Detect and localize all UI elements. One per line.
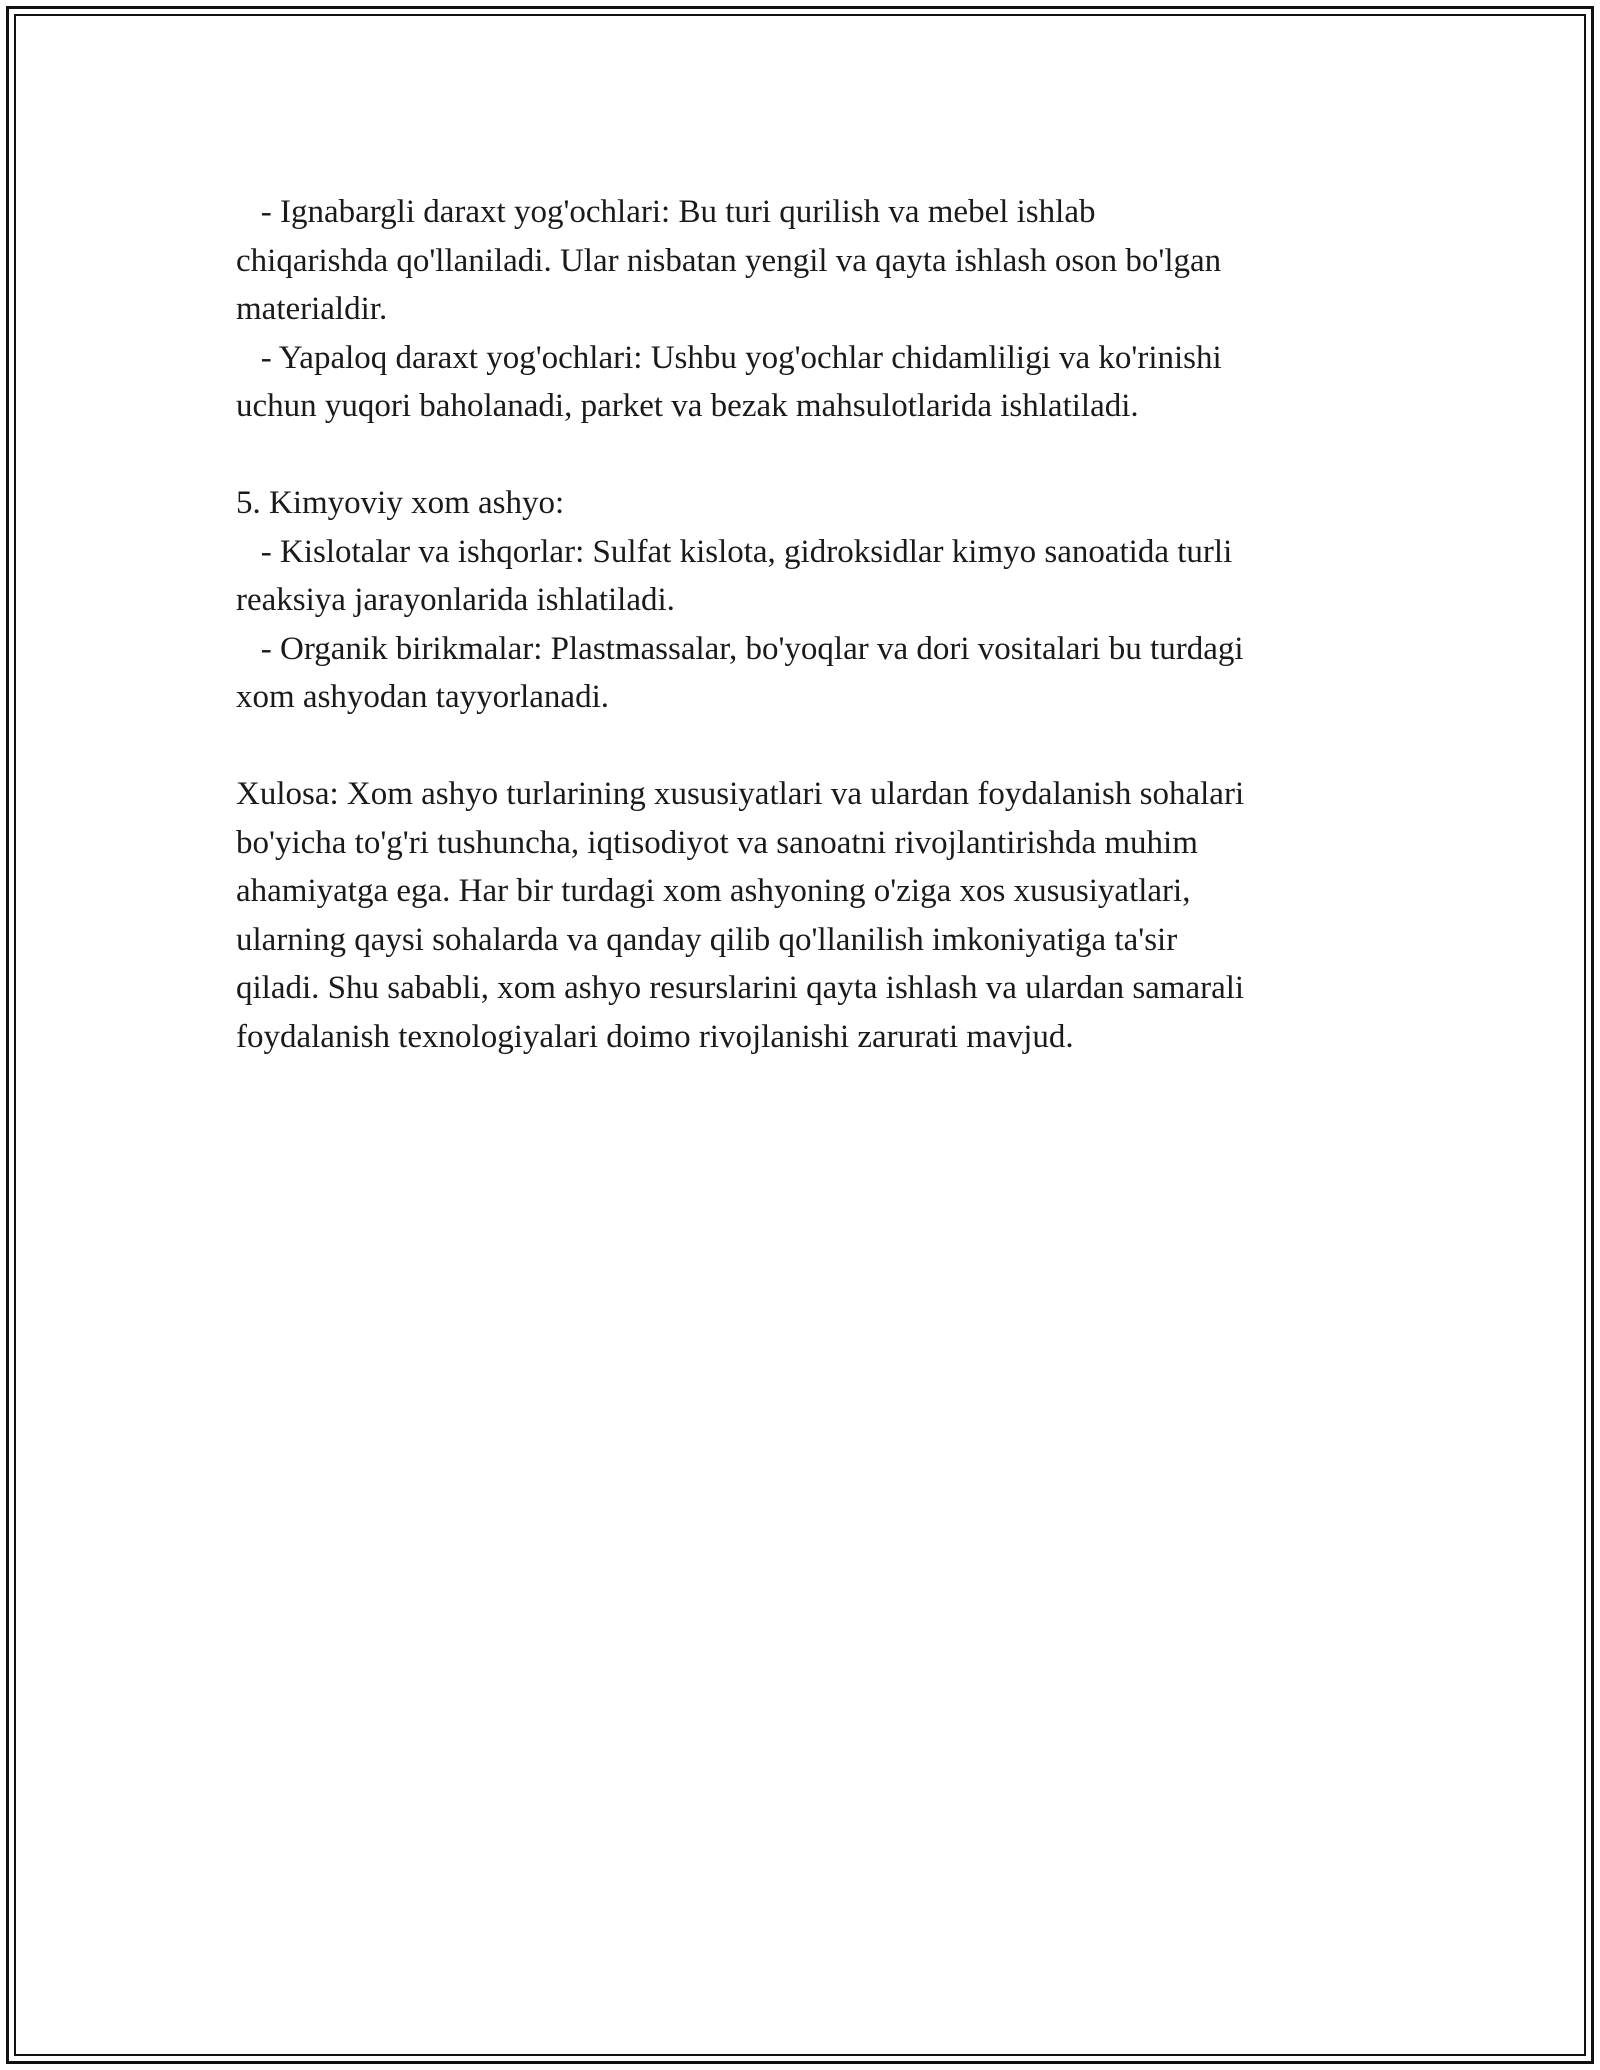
text-line: ahamiyatga ega. Har bir turdagi xom ashyoning o'ziga xos xususiyatlari, [236, 873, 1191, 909]
text-line: foydalanish texnologiyalari doimo rivojlanishi zarurati mavjud. [236, 1018, 1074, 1055]
document-body [236, 188, 1366, 1061]
section-heading: 5. Kimyoviy xom ashyo: [236, 485, 565, 521]
text-line: uchun yuqori baholanadi, parket va bezak mahsulotlarida ishlatiladi. [236, 388, 1139, 424]
paragraph-yapaloq [236, 334, 1366, 431]
text-line: Xulosa: Xom ashyo turlarining xususiyatlari va ulardan foydalanish sohalari [236, 776, 1245, 812]
text-line: reaksiya jarayonlarida ishlatiladi. [236, 582, 675, 618]
text-line: - Organik birikmalar: Plastmassalar, bo'yoqlar va dori vositalari bu turdagi [236, 630, 1244, 667]
section-heading-kimyoviy [236, 479, 1366, 528]
text-line: qiladi. Shu sababli, xom ashyo resurslarini qayta ishlash va ulardan samarali [236, 970, 1245, 1006]
paragraph-gap [236, 431, 1366, 480]
text-line: xom ashyodan tayyorlanadi. [236, 679, 609, 715]
paragraph-organik [236, 625, 1366, 722]
text-line: materialdir. [236, 291, 388, 327]
paragraph-xulosa [236, 770, 1366, 1061]
text-line: bo'yicha to'g'ri tushuncha, iqtisodiyot va sanoatni rivojlantirishda muhim [236, 824, 1198, 861]
text-line: - Kislotalar va ishqorlar: Sulfat kislota, gidroksidlar kimyo sanoatida turli [236, 533, 1233, 570]
text-line: - Yapaloq daraxt yog'ochlari: Ushbu yog'ochlar chidamliligi va ko'rinishi [236, 339, 1222, 376]
text-line: chiqarishda qo'llaniladi. Ular nisbatan yengil va qayta ishlash oson bo'lgan [236, 242, 1222, 279]
paragraph-ignabargli [236, 188, 1366, 334]
text-line: ularning qaysi sohalarda va qanday qilib qo'llanilish imkoniyatiga ta'sir [236, 921, 1178, 958]
paragraph-gap [236, 722, 1366, 771]
paragraph-kislotalar [236, 528, 1366, 625]
text-line: - Ignabargli daraxt yog'ochlari: Bu turi qurilish va mebel ishlab [236, 194, 1096, 230]
